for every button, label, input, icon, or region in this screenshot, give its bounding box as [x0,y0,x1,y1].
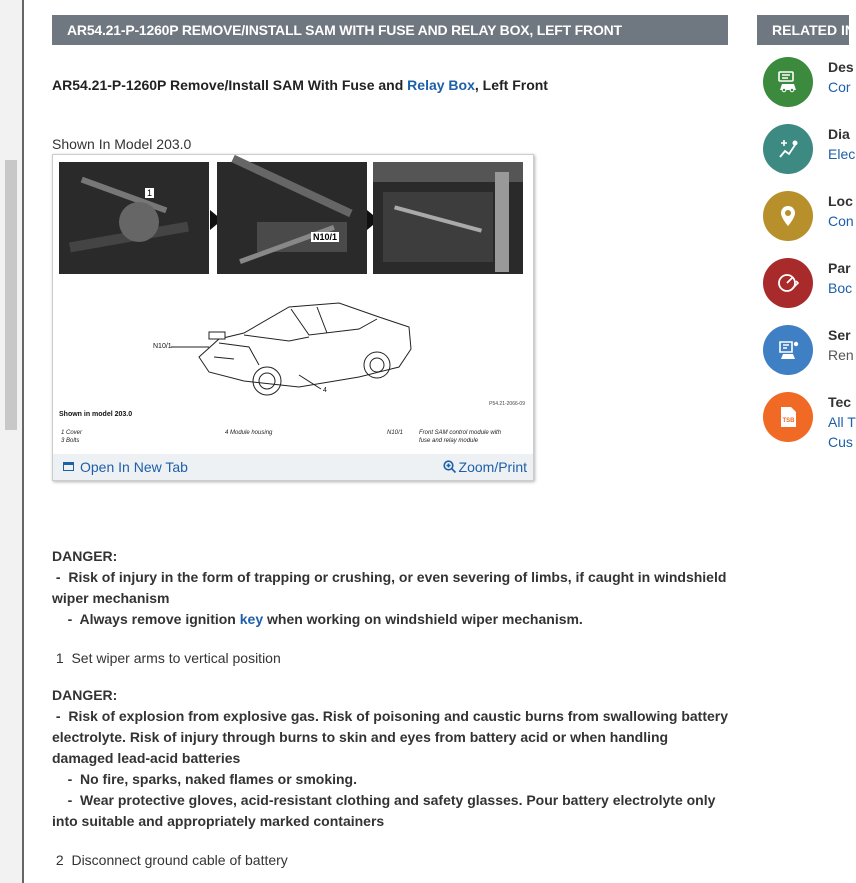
related-item-name: Par [828,260,851,276]
left-scroll-rail[interactable] [0,0,24,883]
related-icon-circle [763,325,813,375]
legend-col-3 [419,429,501,445]
tsb-icon [776,405,800,429]
procedure-heading [52,77,728,93]
legend-col-3-code: N10/1 [387,430,404,436]
related-item-sub[interactable]: Con [828,213,854,229]
danger-risk: - Risk of explosion from explosive gas. Risk of poisoning and caustic burns from swallowing battery electrolyte. Risk of injury through burns to skin and eyes from battery acid or when handling damaged lead-acid batteries [52,708,732,766]
photo-3 [373,162,523,274]
related-icon-circle [763,191,813,241]
heading-suffix: , Left Front [474,77,548,93]
related-item-name: Des [828,59,854,75]
danger-action: - No fire, sparks, naked flames or smoking. [52,771,357,787]
legend-col-1 [61,429,82,445]
heading-prefix: AR54.21-P-1260P Remove/Install SAM With Fuse and [52,77,408,93]
related-item-sub[interactable]: Ren [828,347,854,363]
related-icon-circle [763,392,813,442]
photo-2-label: N10/1 [313,232,338,242]
danger-block-1 [52,546,731,630]
figure-panel [52,154,534,481]
open-tab-label: Open In New Tab [80,459,188,475]
related-info-panel [757,15,856,485]
scrollbar-thumb[interactable] [5,160,17,430]
legend-item: 1 Cover [61,430,83,436]
danger-risk: - Risk of injury in the form of trapping or crushing, or even severing of limbs, if caught in windshield wiper mechanism [52,569,731,606]
related-item-service[interactable] [763,325,854,377]
related-item-tsb[interactable] [763,392,856,456]
car-info-icon [776,70,800,94]
legend-item: Front SAM control module with [419,430,502,436]
legend-col-2: 4 Module housing [225,430,273,436]
service-icon [776,338,800,362]
photo-1 [59,162,209,274]
diagram-icon [776,137,800,161]
shown-in-model: Shown In Model 203.0 [52,136,192,152]
zoom-in-icon [443,460,457,474]
related-item-sub-2[interactable]: Cus [828,434,853,450]
figure-photos [59,162,527,274]
danger-block-2 [52,685,732,832]
related-item-sub[interactable]: Boc [828,280,853,296]
car-label-4: 4 [323,387,327,394]
danger-label: DANGER: [52,687,118,703]
figure-footer [53,454,533,480]
related-item-name: Dia [828,126,850,142]
photo-2 [217,162,367,274]
related-item-sub[interactable]: Cor [828,79,851,95]
photo-1-label: 1 [147,188,153,198]
related-item-name: Tec [828,394,852,410]
related-item-locations[interactable] [763,191,854,243]
location-icon [776,204,800,228]
related-icon-circle [763,57,813,107]
figure-reference: P54.21-2066-09 [489,401,525,407]
zoom-label: Zoom/Print [458,459,527,475]
related-icon-circle [763,258,813,308]
related-item-parts[interactable] [763,258,853,310]
legend-item: 3 Bolts [61,438,80,444]
new-tab-icon [63,462,74,471]
relay-box-link[interactable]: Relay Box [407,77,475,93]
zoom-print-link[interactable] [443,459,527,475]
car-label-n101: N10/1 [153,343,172,350]
related-item-diagrams[interactable] [763,124,856,176]
step-1: 1 Set wiper arms to vertical position [52,650,281,666]
related-item-name: Ser [828,327,851,343]
open-in-new-tab-link[interactable] [63,459,188,475]
danger-action [52,609,728,630]
main-content [52,15,732,868]
related-icon-circle [763,124,813,174]
danger-action-text: when working on windshield wiper mechanism. [263,611,583,627]
parts-icon [776,271,800,295]
page-title: AR54.21-P-1260P REMOVE/INSTALL SAM WITH FUSE AND RELAY BOX, LEFT FRONT [52,15,728,45]
figure-caption-title: Shown in model 203.0 [59,411,133,418]
related-item-sub[interactable]: All T [828,414,856,430]
related-item-name: Loc [828,193,853,209]
danger-label: DANGER: [52,548,118,564]
related-title: RELATED IN [757,15,849,45]
legend-item: fuse and relay module [419,438,479,444]
related-item-description[interactable] [763,57,854,109]
related-item-sub[interactable]: Elec [828,146,856,162]
tsb-icon-text: TSB [782,418,795,424]
danger-action: - Wear protective gloves, acid-resistant clothing and safety glasses. Pour battery electrolyte only into suitable and appropriately marked containers [52,792,720,829]
step-2: 2 Disconnect ground cable of battery [52,852,288,868]
car-diagram [59,277,527,407]
danger-action-text: - Always remove ignition [52,611,240,627]
car-illustration [59,277,527,407]
key-link[interactable]: key [239,611,264,627]
